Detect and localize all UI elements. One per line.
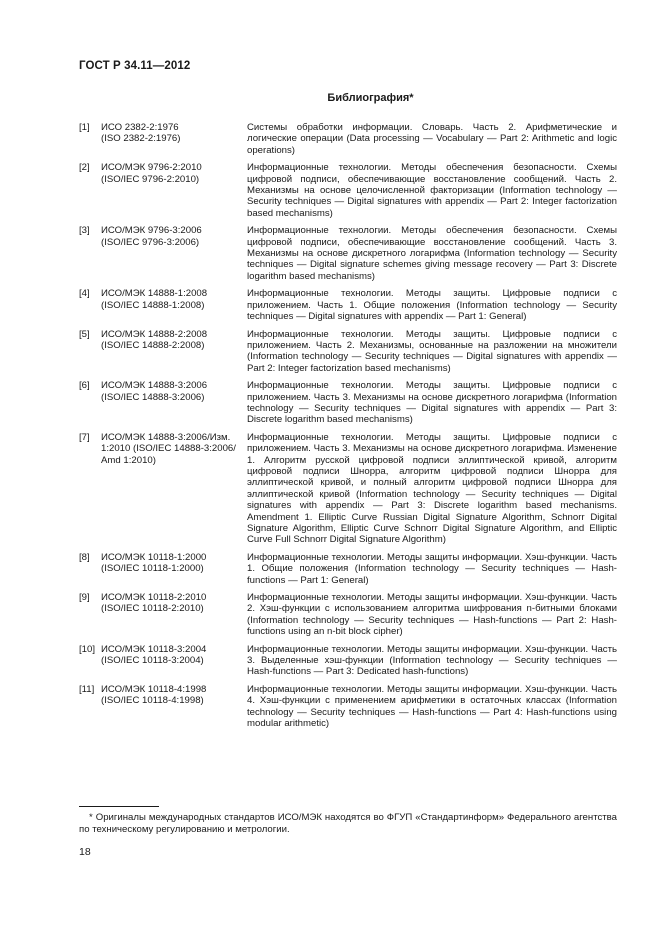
standard-national: ИСО/МЭК 9796-3:2006	[101, 225, 202, 237]
entry-description: Информационные технологии. Методы обеспечения безопасности. Схемы цифровой подписи, обеспечивающие восстановление сообщений. Часть 3. Механизмы на основе дискретного логарифма (Information technology — Security techniques — Digital signature schemes giving message recovery — Part 3: Discrete logarithm based mechanisms)	[247, 225, 617, 282]
entry-standard	[101, 432, 246, 466]
entry-standard	[101, 329, 246, 352]
entry-standard	[101, 122, 246, 145]
entry-standard	[101, 552, 246, 575]
entry-standard	[101, 684, 246, 707]
standard-international: (ISO/IEC 10118-2:2010)	[101, 603, 204, 615]
entry-number: [6]	[79, 380, 90, 392]
entry-number: [8]	[79, 551, 90, 563]
standard-national: ИСО 2382-2:1976	[101, 122, 179, 133]
bibliography-entry	[79, 122, 617, 156]
entry-description: Системы обработки информации. Словарь. Часть 2. Арифметические и логические операции (Data processing — Vocabulary — Part 2: Arithmetic and logic operations)	[247, 122, 617, 156]
bibliography-entry	[79, 684, 617, 730]
entry-number: [3]	[79, 225, 90, 237]
entry-description: Информационные технологии. Методы защиты информации. Хэш-функции. Часть 3. Выделенные хэш-функции (Information technology — Security techniques — Hash-functions — Part 3: Dedicated hash-functions)	[247, 643, 617, 678]
standard-international: (ISO 2382-2:1976)	[101, 133, 181, 145]
entry-description: Информационные технологии. Методы защиты информации. Хэш-функции. Часть 1. Общие положения (Information technology — Security techniques — Hash-functions — Part 1: General)	[247, 551, 617, 586]
standard-international: (ISO/IEC 14888-1:2008)	[101, 299, 205, 311]
standard-international: (ISO/IEC 10118-4:1998)	[101, 695, 204, 707]
entry-number: [10]	[79, 643, 96, 655]
standard-international: (ISO/IEC 14888-2:2008)	[101, 339, 205, 351]
bibliography-entry	[79, 380, 617, 426]
entry-description: Информационные технологии. Методы защиты. Цифровые подписи с приложением. Часть 1. Общие положения (Information technology — Security techniques — Digital signatures with appendix — Part 1: General)	[247, 288, 617, 323]
bibliography-entry	[79, 329, 617, 375]
entry-standard	[101, 162, 246, 185]
bibliography-title: Библиография*	[327, 92, 414, 104]
page-number: 18	[79, 846, 91, 858]
entry-description: Информационные технологии. Методы защиты информации. Хэш-функции. Часть 4. Хэш-функции с применением арифметики в остаточных классах (Information technology — Security techniques — Hash-functions — Part 4: Hash-functions using modular arithmetic)	[247, 683, 617, 730]
standard-international: (ISO/IEC 14888-3:2006)	[101, 391, 205, 403]
entry-description: Информационные технологии. Методы обеспечения безопасности. Схемы цифровой подписи, обеспечивающие восстановление сообщений. Часть 2. Механизмы на основе целочисленной факторизации (Information technology — Security techniques — Digital signatures with appendix — Part 2: Integer factorization based mechanisms)	[247, 162, 617, 219]
entry-description: Информационные технологии. Методы защиты. Цифровые подписи с приложением. Часть 3. Механизмы на основе дискретного логарифма (Information technology — Security techniques — Digital signatures with appendix — Part 3: Discrete logarithm based mechanisms)	[247, 380, 617, 426]
bibliography-heading	[0, 92, 661, 104]
standard-national: ИСО/МЭК 14888-3:2006/Изм. 1:2010 (ISO/IEC 14888-3:2006/ Amd 1:2010)	[101, 431, 236, 466]
standard-international: (ISO/IEC 9796-3:2006)	[101, 236, 200, 248]
entry-standard	[101, 288, 246, 311]
standard-national: ИСО/МЭК 14888-1:2008	[101, 288, 208, 300]
entry-description: Информационные технологии. Методы защиты. Цифровые подписи с приложением. Часть 2. Механизмы, основанные на разложении на множители (Information technology — Security techniques — Digital signatures with appendix — Part 2: Integer factorization based mechanisms)	[247, 328, 617, 374]
bibliography-entry	[79, 432, 617, 546]
standard-national: ИСО/МЭК 10118-3:2004	[101, 643, 207, 655]
entry-standard	[101, 592, 246, 615]
entry-description: Информационные технологии. Методы защиты информации. Хэш-функции. Часть 2. Хэш-функции с использованием алгоритма шифрования n-битными блоками (Information technology — Security techniques — Hash-functions — Part 2: Hash-functions using an n-bit block cipher)	[247, 592, 617, 638]
bibliography-entry	[79, 288, 617, 322]
bibliography-list	[79, 122, 617, 736]
standard-national: ИСО/МЭК 10118-2:2010	[101, 592, 207, 604]
bibliography-entry	[79, 225, 617, 282]
bibliography-entry	[79, 552, 617, 586]
entry-number: [1]	[79, 122, 90, 133]
footnote-divider	[79, 806, 159, 807]
entry-description: Информационные технологии. Методы защиты. Цифровые подписи с приложением. Часть 3. Механизмы на основе дискретного логарифма. Изменение 1. Алгоритм русской цифровой подписи эллиптической кривой, алгоритм цифровой подписи Шнорра, алгоритм цифровой подписи Шнорра для эллиптической кривой, и полный алгоритм цифровой подписи Шнорра для эллиптической кривой (Information technology — Security techniques — Digital signatures with appendix — Part 3: Discrete logarithm based mechanisms. Amendment 1. Elliptic Curve Russian Digital Signature Algorithm, Schnorr Digital Signature Algorithm, Elliptic Curve Schnorr Digital Signature Algorithm, and Elliptic Curve Full Schnorr Digital Signature Algorithm)	[247, 431, 617, 546]
entry-standard	[101, 380, 246, 403]
standard-national: ИСО/МЭК 10118-1:2000	[101, 551, 207, 563]
footnote: * Оригиналы международных стандартов ИСО/МЭК находятся во ФГУП «Стандартинформ» Федерального агентства по техническому регулированию и метрологии.	[79, 812, 617, 835]
standard-national: ИСО/МЭК 14888-3:2006	[101, 380, 208, 392]
entry-number: [9]	[79, 592, 90, 604]
entry-number: [2]	[79, 162, 90, 174]
entry-number: [4]	[79, 288, 90, 300]
entry-number: [5]	[79, 328, 90, 340]
standard-international: (ISO/IEC 10118-1:2000)	[101, 563, 204, 575]
entry-standard	[101, 644, 246, 667]
standard-national: ИСО/МЭК 10118-4:1998	[101, 683, 207, 695]
entry-number: [7]	[79, 431, 90, 443]
standard-national: ИСО/МЭК 14888-2:2008	[101, 328, 208, 340]
bibliography-entry	[79, 644, 617, 678]
entry-number: [11]	[79, 683, 95, 695]
bibliography-entry	[79, 592, 617, 638]
entry-standard	[101, 225, 246, 248]
standard-international: (ISO/IEC 9796-2:2010)	[101, 173, 200, 185]
standard-national: ИСО/МЭК 9796-2:2010	[101, 162, 202, 174]
bibliography-entry	[79, 162, 617, 219]
standard-international: (ISO/IEC 10118-3:2004)	[101, 655, 204, 667]
document-code-header: ГОСТ Р 34.11—2012	[79, 60, 191, 72]
